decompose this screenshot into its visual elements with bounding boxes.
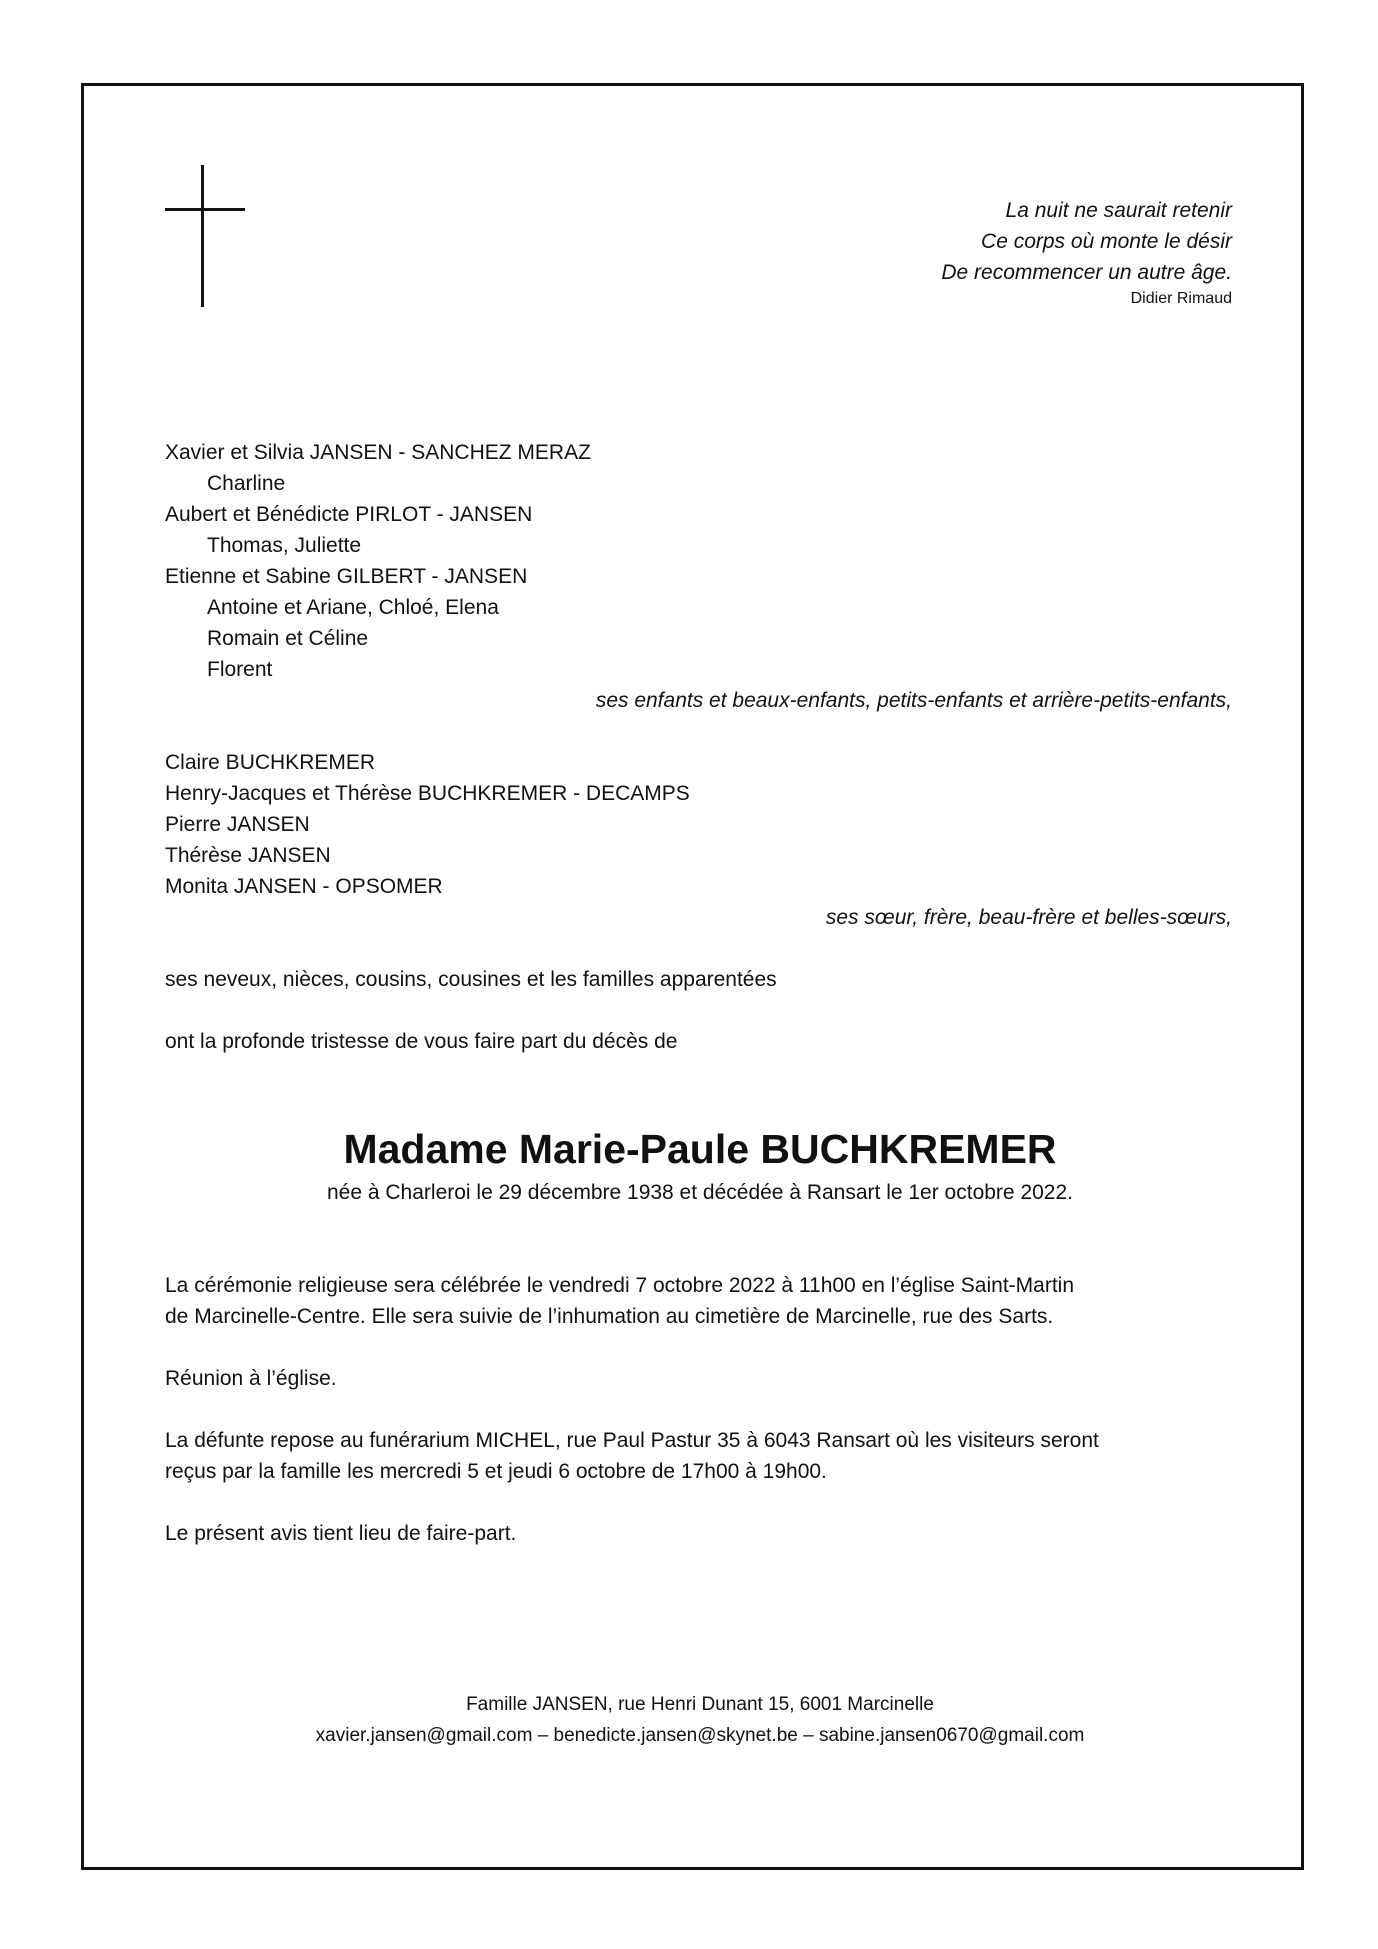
family-line: Charline	[207, 472, 286, 495]
family-line: Etienne et Sabine GILBERT - JANSEN	[165, 565, 528, 588]
poem	[941, 195, 1232, 310]
deceased-dates: née à Charleroi le 29 décembre 1938 et décédée à Ransart le 1er octobre 2022.	[327, 1181, 1073, 1204]
sibling-line: Monita JANSEN - OPSOMER	[165, 875, 443, 898]
ceremony-paragraph	[165, 1270, 1235, 1332]
poem-line: De recommencer un autre âge.	[941, 261, 1232, 284]
extended-family: ses neveux, nièces, cousins, cousines et les familles apparentées	[165, 968, 777, 991]
ceremony-line: La cérémonie religieuse sera célébrée le vendredi 7 octobre 2022 à 11h00 en l’église Saint-Martin	[165, 1274, 1074, 1297]
visitation-paragraph	[165, 1425, 1235, 1487]
poem-line: Ce corps où monte le désir	[981, 230, 1232, 253]
footer-address: Famille JANSEN, rue Henri Dunant 15, 6001 Marcinelle	[466, 1694, 934, 1715]
sibling-line: Claire BUCHKREMER	[165, 751, 376, 774]
poem-author: Didier Rimaud	[1130, 290, 1232, 307]
family-line: Florent	[207, 658, 273, 681]
visitation-line: reçus par la famille les mercredi 5 et jeudi 6 octobre de 17h00 à 19h00.	[165, 1460, 827, 1483]
deceased-name: Madame Marie-Paule BUCHKREMER	[343, 1126, 1057, 1172]
sibling-line: Thérèse JANSEN	[165, 844, 331, 867]
cross-icon	[201, 165, 204, 307]
notice: Le présent avis tient lieu de faire-part.	[165, 1522, 517, 1545]
children-relation: ses enfants et beaux-enfants, petits-enfants et arrière-petits-enfants,	[595, 689, 1232, 712]
siblings-relation: ses sœur, frère, beau-frère et belles-sœurs,	[825, 906, 1232, 929]
poem-line: La nuit ne saurait retenir	[1005, 199, 1232, 222]
cross-icon-bar	[165, 208, 245, 211]
family-line: Aubert et Bénédicte PIRLOT - JANSEN	[165, 503, 533, 526]
family-line: Antoine et Ariane, Chloé, Elena	[207, 596, 499, 619]
meeting-note: Réunion à l’église.	[165, 1367, 337, 1390]
sibling-line: Henry-Jacques et Thérèse BUCHKREMER - DECAMPS	[165, 782, 690, 805]
family-line: Xavier et Silvia JANSEN - SANCHEZ MERAZ	[165, 441, 591, 464]
family-line: Thomas, Juliette	[207, 534, 362, 557]
ceremony-line: de Marcinelle-Centre. Elle sera suivie de l’inhumation au cimetière de Marcinelle, rue des Sarts.	[165, 1305, 1054, 1328]
family-line: Romain et Céline	[207, 627, 369, 650]
announcement: ont la profonde tristesse de vous faire part du décès de	[165, 1030, 678, 1053]
sibling-line: Pierre JANSEN	[165, 813, 310, 836]
visitation-line: La défunte repose au funérarium MICHEL, rue Paul Pastur 35 à 6043 Ransart où les visiteurs seront	[165, 1429, 1099, 1452]
footer-emails: xavier.jansen@gmail.com – benedicte.jansen@skynet.be – sabine.jansen0670@gmail.com	[315, 1725, 1085, 1746]
